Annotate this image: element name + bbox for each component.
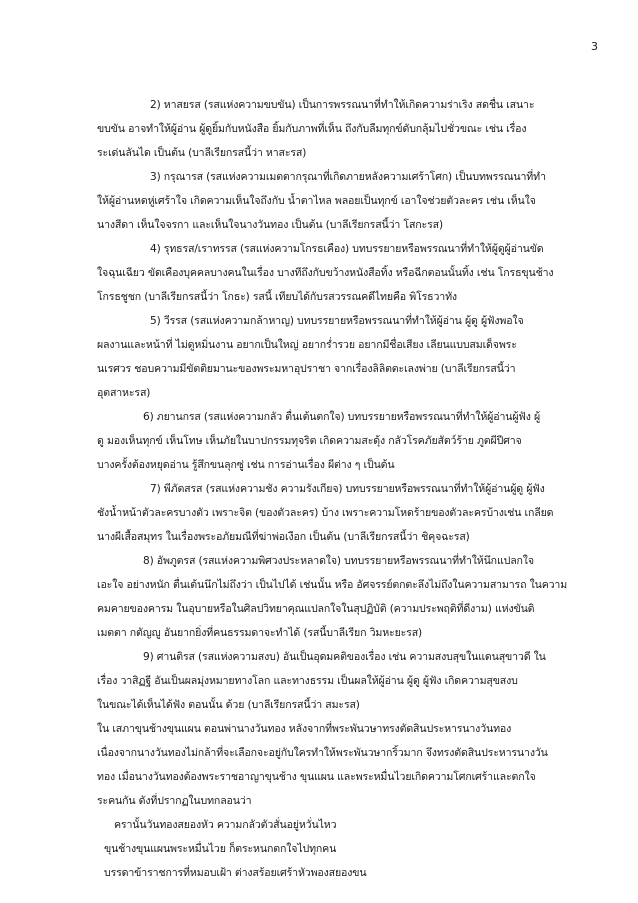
paragraph-line: ขบขัน อาจทำให้ผู้อ่าน ผู้ดูยิ้มกับหนังสือ ยิ้มกับภาพที่เห็น ถึงกับลืมทุกข์ดับกลุ้มไปชั่วขณะ เช่น เรื่อง xyxy=(97,123,527,135)
paragraph-line: อุตสาหะรส) xyxy=(97,387,151,399)
paragraph-line: ผลงานและหน้าที่ ไม่ดูหมิ่นงาน อยากเป็นใหญ่ อยากร่ำรวย อยากมีชื่อเสียง เลียนแบบสมเด็จพระ xyxy=(97,339,517,351)
paragraph-line: 6) ภยานกรส (รสแห่งความกลัว ตื่นเต้นตกใจ) บทบรรยายหรือพรรณนาที่ทำให้ผู้อ่านผู้ฟัง ผู้ xyxy=(143,411,541,423)
paragraph-line: 5) วีรรส (รสแห่งความกล้าหาญ) บทบรรยายหรือพรรณนาที่ทำให้ผู้อ่าน ผู้ดู ผู้ฟังพอใจ xyxy=(150,315,524,327)
poem-line: บรรดาข้าราชการที่หมอบเฝ้า ต่างสร้อยเศร้าหัวพองสยองขน xyxy=(104,867,367,879)
paragraph-line: เอะใจ อย่างหนัก ตื่นเต้นนึกไม่ถึงว่า เป็นไปได้ เช่นนั้น หรือ อัศจรรย์ตกตะลึงไม่ถึงในความสามารถ ในความ xyxy=(97,579,568,591)
paragraph-line: ระคนกัน ดังที่ปรากฏในบทกลอนว่า xyxy=(97,795,252,807)
paragraph-line: 8) อัพภูตรส (รสแห่งความพิศวงประหลาดใจ) บทบรรยายหรือพรรณนาที่ทำให้นึกแปลกใจ xyxy=(143,555,534,567)
paragraph-line: เนื่องจากนางวันทองไม่กล้าที่จะเลือกจะอยู่กับใครทำให้พระพันวษากริ้วมาก จึงทรงตัดสินประหารนางวัน xyxy=(97,747,548,759)
paragraph-line: เรื่อง วาสิฏฐี อันเป็นผลมุ่งหมายทางโลก และทางธรรม เป็นผลให้ผู้อ่าน ผู้ดู ผู้ฟัง เกิดความสุขสงบ xyxy=(97,675,518,687)
paragraph-line: บางครั้งต้องหยุดอ่าน รู้สึกขนลุกซู่ เช่น การอ่านเรื่อง ผีต่าง ๆ เป็นต้น xyxy=(97,459,395,471)
paragraph-line: ในขณะได้เห็นได้ฟัง ตอนนั้น ด้วย (บาลีเรียกรสนี้ว่า สมะรส) xyxy=(97,699,360,711)
paragraph-line: นางผีเสื้อสมุทร ในเรื่องพระอภัยมณีที่ฆ่าพ่อเงือก เป็นต้น (บาลีเรียกรสนี้ว่า ชิคุจฉะรส) xyxy=(97,531,470,543)
paragraph-line: 7) พีภัตสรส (รสแห่งความชัง ความรังเกียจ) บทบรรยายหรือพรรณนาที่ทำให้ผู้อ่านผู้ดู ผู้ฟัง xyxy=(150,483,545,495)
paragraph-line: ทอง เมื่อนางวันทองต้องพระราชอาญาขุนช้าง ขุนแผน และพระหมื่นไวยเกิดความโศกเศร้าและตกใจ xyxy=(97,771,536,783)
paragraph-line: 2) หาสยรส (รสแห่งความขบขัน) เป็นการพรรณนาที่ทำให้เกิดความร่าเริง สดชื่น เสนาะ xyxy=(150,99,535,111)
paragraph-line: นเรศวร ชอบความมีขัตติยมานะของพระมหาอุปราชา จากเรื่องลิลิตตะเลงพ่าย (บาลีเรียกรสนี้ว่า xyxy=(97,363,516,375)
paragraph-line: 3) กรุณารส (รสแห่งความเมตตากรุณาที่เกิดภายหลังความเศร้าโศก) เป็นบทพรรณนาที่ทำ xyxy=(150,171,546,183)
poem-line: ขุนช้างขุนแผนพระหมื่นไวย ก็ตระหนกตกใจไปทุกคน xyxy=(104,843,337,855)
page-number: 3 xyxy=(591,40,598,53)
paragraph-line: คมคายของคารม ในอุบายหรือในศิลปวิทยาคุณแปลกใจในสุปฏิบัติ (ความประพฤติที่ดีงาม) แห่งขันติ xyxy=(97,603,535,615)
poem-line: ครานั้นวันทองสยองหัว ความกลัวตัวสั่นอยู่หวั่นไหว xyxy=(114,819,337,831)
paragraph-line: ชังน้ำหน้าตัวละครบางตัว เพราะจิต (ของตัวละคร) บ้าง เพราะความโหดร้ายของตัวละครบ้างเช่น เกลียด xyxy=(97,507,554,519)
paragraph-line: 9) ศานติรส (รสแห่งความสงบ) อันเป็นอุดมคติของเรื่อง เช่น ความสงบสุขในแดนสุขาวดี ใน xyxy=(143,651,546,663)
paragraph-line: ใน เสภาขุนช้างขุนแผน ตอนพ่านางวันทอง หลังจากที่พระพันวษาทรงตัดสินประหารนางวันทอง xyxy=(97,723,512,735)
paragraph-line: เมตตา กตัญญู อันยากยิ่งที่คนธรรมดาจะทำได้ (รสนี้บาลีเรียก วิมหะยะรส) xyxy=(97,627,423,639)
paragraph-line: 4) รุทธรส/เราทรรส (รสแห่งความโกรธเคือง) บทบรรยายหรือพรรณนาที่ทำให้ผู้ดูผู้อ่านขัด xyxy=(150,243,544,255)
paragraph-line: ดู มองเห็นทุกข์ เห็นโทษ เห็นภัยในบาปกรรมทุจริต เกิดความสะดุ้ง กลัวโรคภัยสัตว์ร้าย ภูตผีปีศาจ xyxy=(97,435,522,447)
paragraph-line: นางสีดา เห็นใจจรกา และเห็นใจนางวันทอง เป็นต้น (บาลีเรียกรสนี้ว่า โสกะรส) xyxy=(97,219,443,231)
paragraph-line: ใจฉุนเฉียว ขัดเคืองบุคคลบางคนในเรื่อง บางทีถึงกับขว้างหนังสือทิ้ง หรือฉีกตอนนั้นทิ้ง เช่น โกรธขุนช้าง xyxy=(97,267,554,279)
paragraph-line: โกรธชูชก (บาลีเรียกรสนี้ว่า โกธะ) รสนี้ เทียบได้กับรสวรรณคดีไทยคือ พิโรธวาทัง xyxy=(97,291,457,303)
paragraph-line: ให้ผู้อ่านหดหู่เศร้าใจ เกิดความเห็นใจถึงกับ น้ำตาไหล พลอยเป็นทุกข์ เอาใจช่วยตัวละคร เช่น เห็นใจ xyxy=(97,195,536,207)
paragraph-line: ระเด่นลันได เป็นต้น (บาลีเรียกรสนี้ว่า หาสะรส) xyxy=(97,147,307,159)
